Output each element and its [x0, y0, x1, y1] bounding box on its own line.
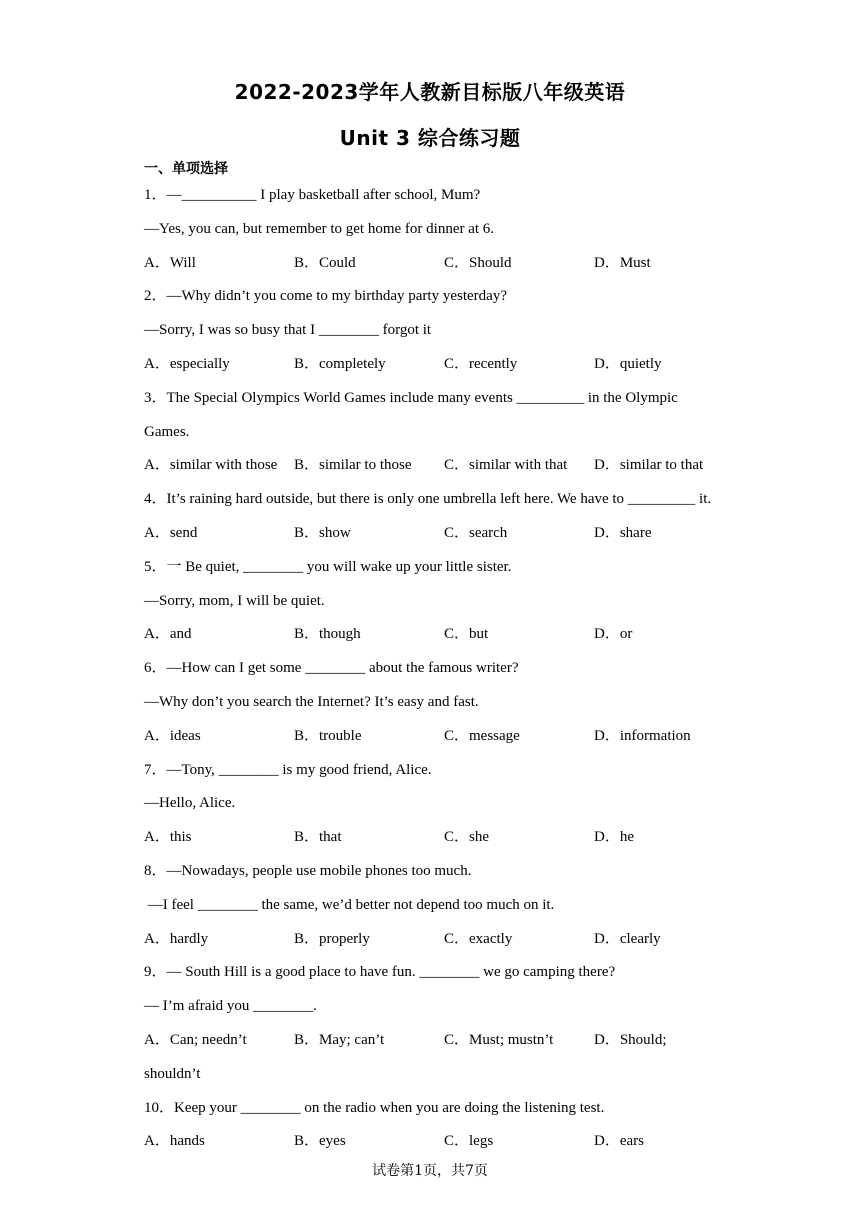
- answer-option-d: D．Must: [594, 254, 651, 271]
- answer-option-d: D．Should;: [594, 1032, 667, 1048]
- question-line: —I feel ________ the same, we’d better not depend too much on it.: [144, 896, 555, 913]
- answer-option-a: A．hands: [144, 1133, 205, 1150]
- question-stem: 1．—__________ I play basketball after school, Mum?: [144, 187, 481, 203]
- answer-option-b: B．trouble: [294, 727, 362, 744]
- answer-option-b: B．though: [294, 626, 361, 643]
- answer-option-a: A．and: [144, 626, 192, 643]
- answer-option-b: B．completely: [294, 356, 386, 372]
- answer-option-a: A．this: [144, 829, 192, 846]
- answer-option-b: B．similar to those: [294, 457, 412, 474]
- answer-option-c: C．message: [444, 727, 520, 744]
- answer-option-c: C．she: [444, 829, 490, 846]
- question-stem: 7．—Tony, ________ is my good friend, Alice.: [144, 761, 432, 778]
- answer-option-c: C．but: [444, 626, 489, 643]
- answer-option-a: A．Will: [144, 254, 196, 271]
- answer-option-b: B．that: [294, 829, 342, 846]
- answer-option-a: A．hardly: [144, 930, 209, 947]
- question-stem: 5．一 Be quiet, ________ you will wake up your little sister.: [144, 558, 512, 575]
- answer-option-c: C．Must; mustn’t: [444, 1032, 554, 1048]
- answer-option-c: C．Should: [444, 254, 512, 271]
- question-line: Games.: [144, 423, 190, 440]
- question-line: —Sorry, mom, I will be quiet.: [144, 592, 325, 609]
- answer-option-c: C．search: [444, 525, 508, 541]
- answer-option-b: B．eyes: [294, 1133, 346, 1150]
- answer-option-b: B．show: [294, 525, 351, 541]
- document-subtitle: Unit 3 综合练习题: [339, 126, 521, 150]
- answer-option-d: D．or: [594, 626, 633, 643]
- question-line: —Sorry, I was so busy that I ________ forgot it: [144, 322, 432, 339]
- question-stem: 2．—Why didn’t you come to my birthday party yesterday?: [144, 288, 507, 305]
- question-stem: 8．—Nowadays, people use mobile phones too much.: [144, 863, 472, 879]
- question-line: —Why don’t you search the Internet? It’s easy and fast.: [144, 694, 479, 710]
- answer-option-c: C．exactly: [444, 930, 513, 947]
- answer-option-a: A．ideas: [144, 727, 201, 744]
- answer-option-c: C．similar with that: [444, 457, 568, 474]
- answer-option-d: D．ears: [594, 1133, 644, 1150]
- question-stem: 6．—How can I get some ________ about the famous writer?: [144, 660, 519, 677]
- answer-option-d: D．share: [594, 525, 652, 541]
- answer-option-continuation: shouldn’t: [144, 1065, 201, 1082]
- answer-option-c: C．recently: [444, 356, 518, 372]
- document-title: 2022-2023学年人教新目标版八年级英语: [234, 80, 626, 104]
- question-stem: 10．Keep your ________ on the radio when you are doing the listening test.: [144, 1099, 605, 1116]
- answer-option-a: A．send: [144, 525, 198, 541]
- answer-option-d: D．quietly: [594, 356, 662, 372]
- answer-option-a: A．similar with those: [144, 457, 278, 474]
- answer-option-b: B．properly: [294, 930, 370, 947]
- answer-option-a: A．Can; needn’t: [144, 1032, 247, 1048]
- question-line: —Yes, you can, but remember to get home for dinner at 6.: [144, 220, 495, 237]
- answer-option-c: C．legs: [444, 1133, 494, 1150]
- question-line: — I’m afraid you ________.: [144, 998, 317, 1015]
- answer-option-d: D．he: [594, 829, 634, 846]
- answer-option-b: B．May; can’t: [294, 1032, 385, 1048]
- answer-option-b: B．Could: [294, 254, 356, 271]
- answer-option-d: D．information: [594, 727, 691, 744]
- page-footer: 试卷第1页，共7页: [372, 1163, 488, 1179]
- question-stem: 3．The Special Olympics World Games include many events _________ in the Olympic: [144, 389, 678, 406]
- section-title: 一、单项选择: [144, 161, 228, 177]
- answer-option-d: D．clearly: [594, 930, 661, 947]
- question-line: —Hello, Alice.: [144, 795, 236, 812]
- question-stem: 9．— South Hill is a good place to have fun. ________ we go camping there?: [144, 964, 616, 981]
- answer-option-d: D．similar to that: [594, 457, 704, 474]
- question-stem: 4．It’s raining hard outside, but there is only one umbrella left here. We have to _________ it.: [144, 491, 712, 508]
- answer-option-a: A．especially: [144, 356, 230, 372]
